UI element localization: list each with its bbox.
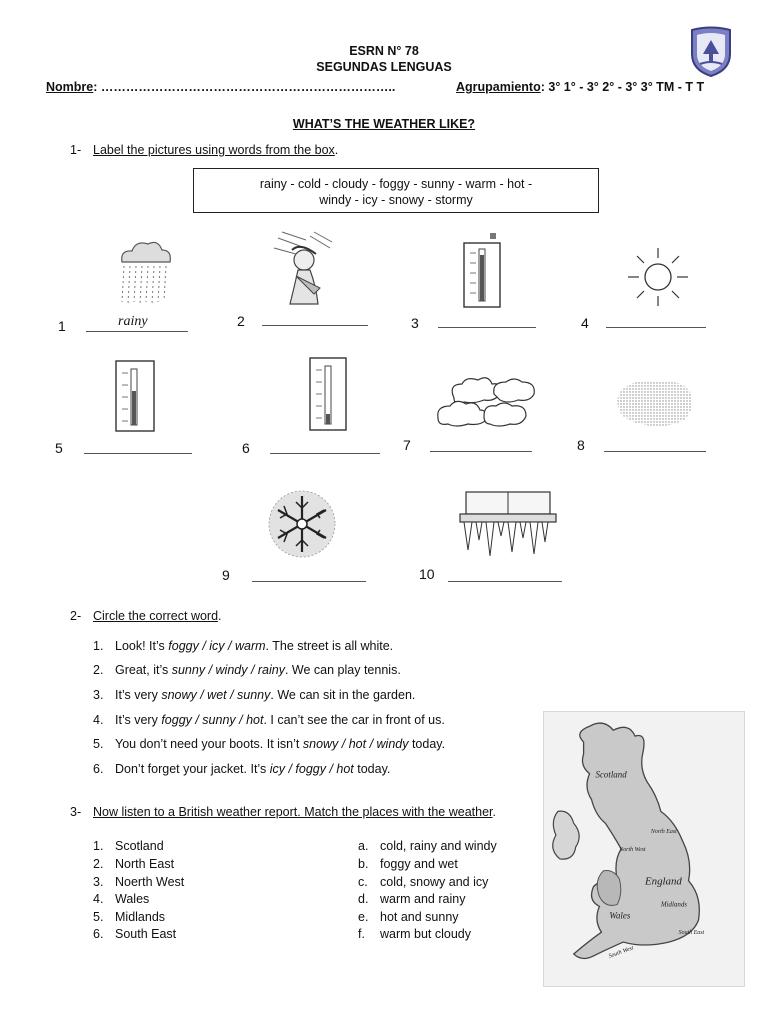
item-7-answer-line[interactable] [430,438,532,452]
map-label-scotland: Scotland [595,769,627,780]
ex3-number: 3- [70,805,82,819]
item-3-number: 3 [411,315,419,331]
map-label-north-west: North West [619,846,646,853]
sentence-2-options[interactable]: sunny / windy / rainy [171,663,285,677]
sentence-4-options[interactable]: foggy / sunny / hot [161,713,264,727]
item-2-answer-line[interactable] [262,312,368,326]
map-label-north-east: North East [650,829,677,836]
map-label-wales: Wales [609,910,631,921]
subject-name: SEGUNDAS LENGUAS [316,60,452,74]
weather-c[interactable]: c. cold, snowy and icy [358,875,489,889]
ex1-number: 1- [70,143,82,157]
page-title: WHAT’S THE WEATHER LIKE? [292,117,476,131]
thermometer-warm-icon [462,231,502,309]
weather-d[interactable]: d. warm and rainy [358,892,466,906]
ex3-instruction: Now listen to a British weather report. Match the places with the weather [93,805,493,819]
map-label-south-east: South East [678,930,705,937]
group-options: : 3° 1° - 3° 2° - 3° 3° TM - T T [540,80,705,94]
snowflake-icon [266,488,338,560]
item-4-answer-line[interactable] [606,314,706,328]
item-8-answer-line[interactable] [604,438,706,452]
ex2-number: 2- [70,609,82,623]
item-5-number: 5 [55,440,63,456]
item-1-answer: rainy [118,314,148,329]
school-crest-icon [688,26,734,78]
ex1-instruction-row: Label the pictures using words from the box. [93,143,339,157]
item-6-answer-line[interactable] [270,440,380,454]
sentence-6-options[interactable]: icy / foggy / hot [269,762,354,776]
sentence-3-options[interactable]: snowy / wet / sunny [161,688,271,702]
map-label-south-west: South West [607,945,635,960]
map-label-midlands: Midlands [660,901,687,909]
place-4[interactable]: 4. Wales [93,892,150,906]
name-field [46,80,395,94]
item-3-answer-line[interactable] [438,314,536,328]
word-box-line-2: windy - icy - snowy - stormy [319,193,473,207]
thermometer-cold-icon [308,356,348,432]
rain-cloud-icon [112,238,178,308]
place-1[interactable]: 1. Scotland [93,839,164,853]
school-name: ESRN N° 78 [349,44,419,58]
sentence-3: 3. It’s very snowy / wet / sunny. We can sit in the garden. [93,688,416,702]
item-10-number: 10 [419,566,435,582]
item-8-number: 8 [577,437,585,453]
item-5-answer-line[interactable] [84,440,192,454]
name-label: Nombre [46,80,94,94]
map-label-england: England [644,875,682,888]
place-6[interactable]: 6. South East [93,927,177,941]
icicles-icon [458,490,558,560]
sentence-1-options[interactable]: foggy / icy / warm [168,639,266,653]
sentence-1: 1. Look! It’s foggy / icy / warm. The street is all white. [93,639,394,653]
thermometer-mid-icon [114,359,156,433]
word-box-line-1: rainy - cold - cloudy - foggy - sunny - warm - hot - [259,177,533,191]
item-9-number: 9 [222,567,230,583]
sentence-6: 6. Don’t forget your jacket. It’s icy / foggy / hot today. [93,762,391,776]
weather-f[interactable]: f. warm but cloudy [358,927,472,941]
item-4-number: 4 [581,315,589,331]
fog-icon [614,376,696,430]
item-7-number: 7 [403,437,411,453]
weather-e[interactable]: e. hot and sunny [358,910,459,924]
item-10-answer-line[interactable] [448,568,562,582]
weather-b[interactable]: b. foggy and wet [358,857,458,871]
item-6-number: 6 [242,440,250,456]
sentence-5-options[interactable]: snowy / hot / windy [302,737,409,751]
place-5[interactable]: 5. Midlands [93,910,166,924]
group-field [456,80,704,94]
item-9-answer-line[interactable] [252,568,366,582]
sun-icon [622,246,694,308]
ex2-instruction-row: Circle the correct word. [93,609,222,623]
name-blank[interactable]: : …………………………………………………………….. [93,80,396,94]
item-1-number: 1 [58,318,66,334]
place-2[interactable]: 2. North East [93,857,175,871]
uk-map [543,711,745,987]
item-2-number: 2 [237,313,245,329]
ex3-instruction-row: Now listen to a British weather report. Match the places with the weather. [93,805,496,819]
group-label: Agrupamiento [456,80,541,94]
sentence-4: 4. It’s very foggy / sunny / hot. I can’t see the car in front of us. [93,713,445,727]
wind-icon [270,228,336,310]
sentence-2: 2. Great, it’s sunny / windy / rainy. We can play tennis. [93,663,401,677]
ex2-instruction: Circle the correct word [93,609,219,623]
sentence-5: 5. You don’t need your boots. It isn’t snowy / hot / windy today. [93,737,446,751]
clouds-icon [434,374,542,432]
word-box [193,168,599,213]
weather-a[interactable]: a. cold, rainy and windy [358,839,497,853]
place-3[interactable]: 3. Noerth West [93,875,185,889]
ex1-instruction: Label the pictures using words from the box [93,143,335,157]
